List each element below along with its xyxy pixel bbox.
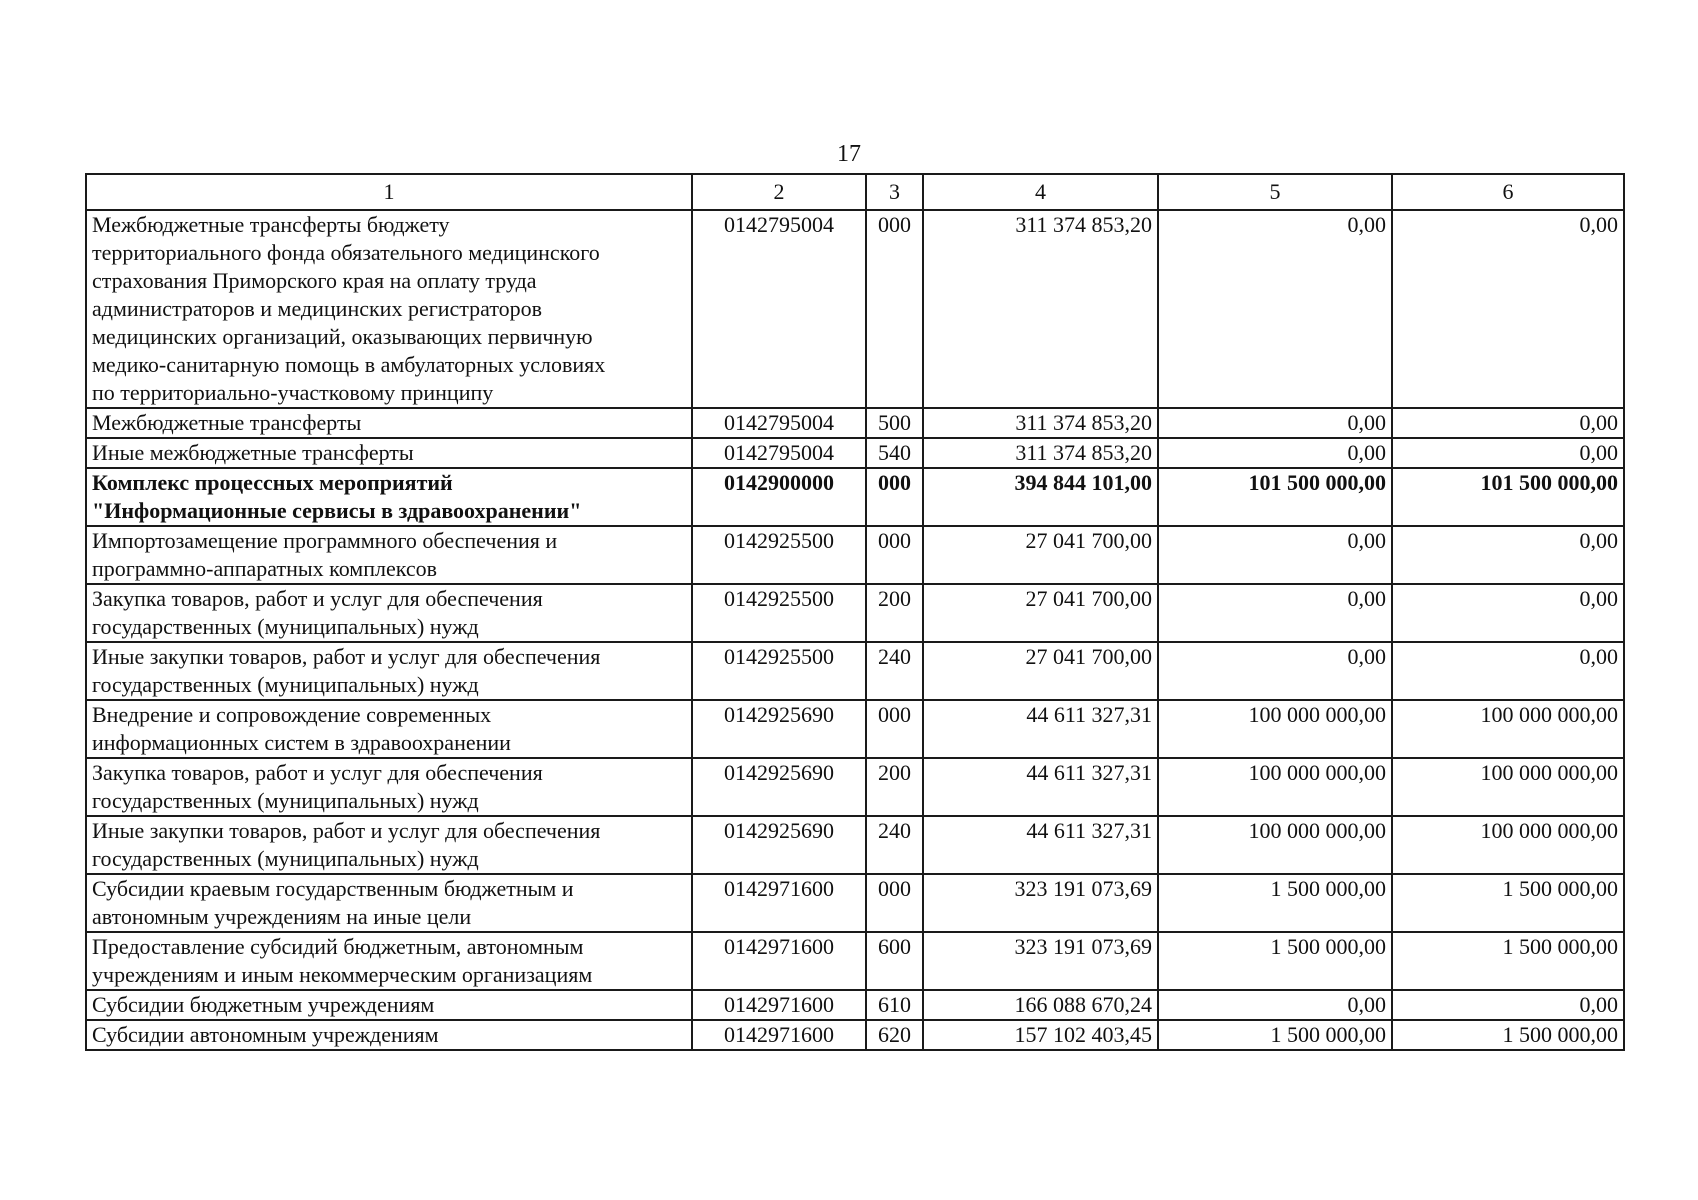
table-row <box>86 408 1624 438</box>
row-amount-col5: 100 000 000,00 <box>1158 700 1392 758</box>
row-amount-col4: 394 844 101,00 <box>923 468 1158 526</box>
table-row <box>86 758 1624 816</box>
row-expense-type: 500 <box>866 408 923 438</box>
row-amount-col5: 0,00 <box>1158 990 1392 1020</box>
row-target-code: 0142900000 <box>692 468 866 526</box>
row-name: Закупка товаров, работ и услуг для обеспечения государственных (муниципальных) нужд <box>86 758 692 816</box>
row-target-code: 0142795004 <box>692 210 866 408</box>
row-target-code: 0142971600 <box>692 932 866 990</box>
row-amount-col6: 0,00 <box>1392 438 1624 468</box>
row-amount-col6: 100 000 000,00 <box>1392 700 1624 758</box>
header-row <box>86 174 1624 210</box>
row-amount-col6: 1 500 000,00 <box>1392 932 1624 990</box>
table-row <box>86 700 1624 758</box>
row-amount-col6: 0,00 <box>1392 408 1624 438</box>
row-amount-col5: 100 000 000,00 <box>1158 758 1392 816</box>
row-amount-col5: 0,00 <box>1158 526 1392 584</box>
row-amount-col6: 101 500 000,00 <box>1392 468 1624 526</box>
row-expense-type: 200 <box>866 584 923 642</box>
row-amount-col4: 166 088 670,24 <box>923 990 1158 1020</box>
row-amount-col4: 27 041 700,00 <box>923 642 1158 700</box>
row-target-code: 0142795004 <box>692 408 866 438</box>
row-name: Иные межбюджетные трансферты <box>86 438 692 468</box>
table-row <box>86 210 1624 408</box>
row-amount-col4: 27 041 700,00 <box>923 526 1158 584</box>
row-amount-col6: 0,00 <box>1392 990 1624 1020</box>
row-amount-col6: 0,00 <box>1392 584 1624 642</box>
row-amount-col5: 101 500 000,00 <box>1158 468 1392 526</box>
row-amount-col6: 0,00 <box>1392 526 1624 584</box>
row-expense-type: 620 <box>866 1020 923 1050</box>
row-target-code: 0142971600 <box>692 1020 866 1050</box>
row-amount-col5: 1 500 000,00 <box>1158 1020 1392 1050</box>
row-target-code: 0142795004 <box>692 438 866 468</box>
row-amount-col5: 0,00 <box>1158 642 1392 700</box>
table-row <box>86 1020 1624 1050</box>
row-amount-col5: 0,00 <box>1158 210 1392 408</box>
row-expense-type: 200 <box>866 758 923 816</box>
row-amount-col4: 311 374 853,20 <box>923 408 1158 438</box>
row-name: Импортозамещение программного обеспечения и программно-аппаратных комплексов <box>86 526 692 584</box>
row-name: Комплекс процессных мероприятий "Информационные сервисы в здравоохранении" <box>86 468 692 526</box>
row-amount-col6: 1 500 000,00 <box>1392 1020 1624 1050</box>
row-amount-col4: 44 611 327,31 <box>923 758 1158 816</box>
row-name: Внедрение и сопровождение современных информационных систем в здравоохранении <box>86 700 692 758</box>
row-expense-type: 240 <box>866 642 923 700</box>
column-header-3: 3 <box>866 174 923 210</box>
row-amount-col6: 100 000 000,00 <box>1392 816 1624 874</box>
row-name: Закупка товаров, работ и услуг для обеспечения государственных (муниципальных) нужд <box>86 584 692 642</box>
column-header-6: 6 <box>1392 174 1624 210</box>
table-row <box>86 816 1624 874</box>
row-target-code: 0142925500 <box>692 526 866 584</box>
row-amount-col6: 0,00 <box>1392 642 1624 700</box>
table-row <box>86 932 1624 990</box>
budget-table <box>85 173 1625 1051</box>
row-expense-type: 600 <box>866 932 923 990</box>
row-amount-col5: 1 500 000,00 <box>1158 932 1392 990</box>
row-name: Предоставление субсидий бюджетным, автономным учреждениям и иным некоммерческим организациям <box>86 932 692 990</box>
row-name: Межбюджетные трансферты <box>86 408 692 438</box>
row-target-code: 0142925500 <box>692 642 866 700</box>
row-target-code: 0142925690 <box>692 758 866 816</box>
column-header-2: 2 <box>692 174 866 210</box>
row-amount-col4: 44 611 327,31 <box>923 816 1158 874</box>
row-expense-type: 000 <box>866 210 923 408</box>
table-row <box>86 990 1624 1020</box>
row-amount-col4: 157 102 403,45 <box>923 1020 1158 1050</box>
row-amount-col5: 100 000 000,00 <box>1158 816 1392 874</box>
row-expense-type: 000 <box>866 526 923 584</box>
row-expense-type: 610 <box>866 990 923 1020</box>
row-name: Субсидии автономным учреждениям <box>86 1020 692 1050</box>
row-name: Субсидии краевым государственным бюджетным и автономным учреждениям на иные цели <box>86 874 692 932</box>
row-amount-col5: 0,00 <box>1158 438 1392 468</box>
row-amount-col4: 44 611 327,31 <box>923 700 1158 758</box>
row-expense-type: 240 <box>866 816 923 874</box>
row-target-code: 0142971600 <box>692 990 866 1020</box>
row-amount-col4: 323 191 073,69 <box>923 874 1158 932</box>
column-header-1: 1 <box>86 174 692 210</box>
table-row <box>86 526 1624 584</box>
column-header-5: 5 <box>1158 174 1392 210</box>
row-target-code: 0142925690 <box>692 816 866 874</box>
row-amount-col5: 0,00 <box>1158 408 1392 438</box>
row-amount-col5: 1 500 000,00 <box>1158 874 1392 932</box>
row-name: Иные закупки товаров, работ и услуг для обеспечения государственных (муниципальных) нужд <box>86 816 692 874</box>
row-target-code: 0142925690 <box>692 700 866 758</box>
table-row <box>86 874 1624 932</box>
table-row <box>86 468 1624 526</box>
table-header <box>86 174 1624 210</box>
row-amount-col4: 323 191 073,69 <box>923 932 1158 990</box>
row-expense-type: 000 <box>866 468 923 526</box>
column-header-4: 4 <box>923 174 1158 210</box>
row-expense-type: 000 <box>866 700 923 758</box>
row-amount-col6: 100 000 000,00 <box>1392 758 1624 816</box>
row-target-code: 0142925500 <box>692 584 866 642</box>
row-name: Субсидии бюджетным учреждениям <box>86 990 692 1020</box>
row-target-code: 0142971600 <box>692 874 866 932</box>
row-amount-col6: 0,00 <box>1392 210 1624 408</box>
page-number: 17 <box>837 141 861 167</box>
table-row <box>86 584 1624 642</box>
row-expense-type: 540 <box>866 438 923 468</box>
row-amount-col6: 1 500 000,00 <box>1392 874 1624 932</box>
table-body <box>86 210 1624 1050</box>
row-amount-col4: 311 374 853,20 <box>923 438 1158 468</box>
row-name: Межбюджетные трансферты бюджету территориального фонда обязательного медицинского страхования Приморского края на оплату труда администраторов и медицинских регистраторов медицинских организаций, оказывающих первичную медико-санитарную помощь в амбулаторных условиях по территориально-участковому принципу <box>86 210 692 408</box>
table-row <box>86 642 1624 700</box>
table-row <box>86 438 1624 468</box>
row-expense-type: 000 <box>866 874 923 932</box>
row-amount-col4: 27 041 700,00 <box>923 584 1158 642</box>
row-amount-col5: 0,00 <box>1158 584 1392 642</box>
row-name: Иные закупки товаров, работ и услуг для обеспечения государственных (муниципальных) нужд <box>86 642 692 700</box>
row-amount-col4: 311 374 853,20 <box>923 210 1158 408</box>
